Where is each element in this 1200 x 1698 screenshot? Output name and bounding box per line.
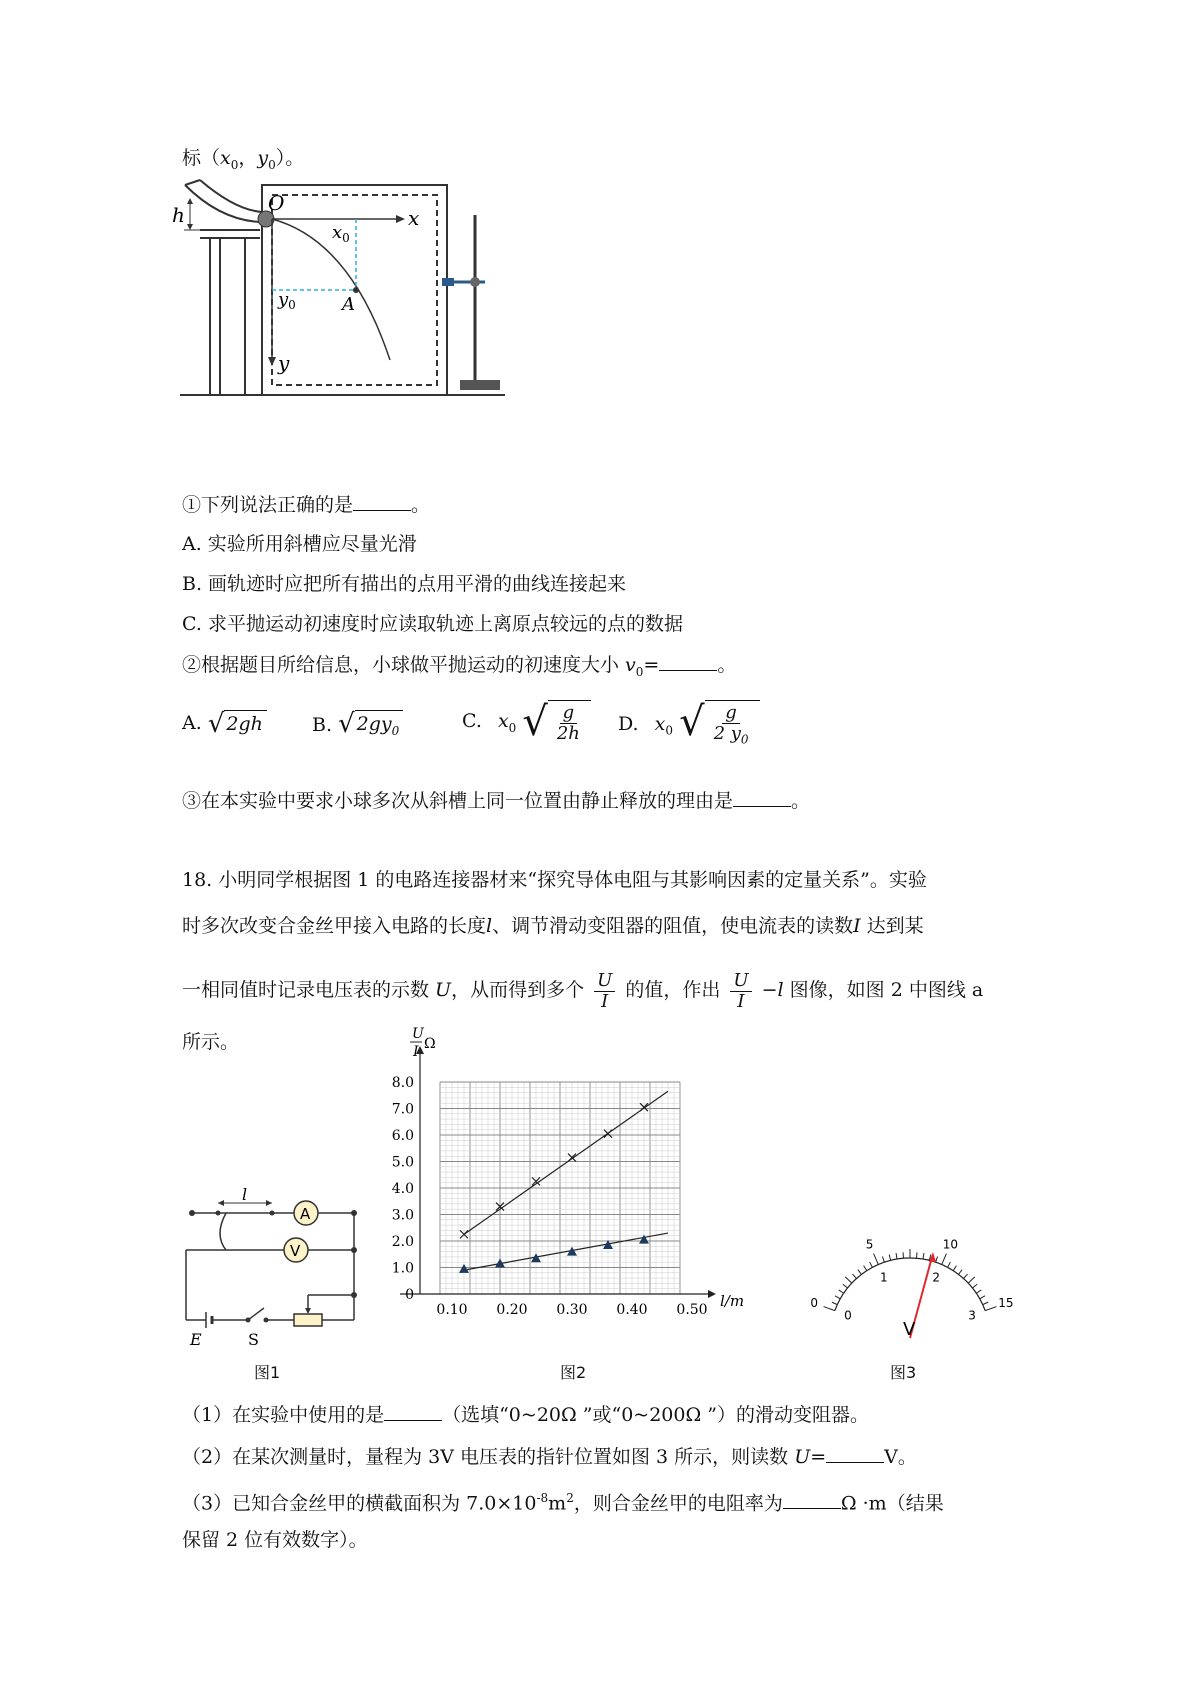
- y-tick-label: 3.0: [391, 1207, 414, 1224]
- dial-tick: [976, 1290, 981, 1293]
- label-l: l: [242, 1185, 248, 1204]
- q17-part1-stem: ①下列说法正确的是 。: [182, 494, 431, 516]
- dial-tick: [896, 1253, 897, 1259]
- y-axis-label-num: U: [412, 1026, 424, 1042]
- answer-blank-2[interactable]: [659, 652, 717, 671]
- q17-intro: 标（$x_0$，$y_0$）。: [182, 147, 305, 172]
- label-h: h: [172, 203, 185, 227]
- battery-label: E: [190, 1330, 202, 1349]
- dial-label-V: V: [903, 1319, 916, 1340]
- y-tick-label: 6.0: [391, 1128, 414, 1144]
- dial-tick: [936, 1257, 938, 1263]
- q17-option-b: B. 画轨迹时应把所有描出的点用平滑的曲线连接起来: [182, 573, 627, 595]
- dial-tick: [843, 1284, 848, 1288]
- x-tick-label: 0.10: [436, 1302, 468, 1318]
- dial-tick: [953, 1266, 956, 1271]
- y-axis-label-unit: Ω: [424, 1036, 436, 1052]
- dial-tick: [985, 1307, 996, 1311]
- dial-tick: [972, 1284, 977, 1288]
- dial-tick: [839, 1290, 844, 1293]
- y-tick-label: 5.0: [391, 1154, 414, 1171]
- y-tick-label: 7.0: [391, 1101, 414, 1118]
- series-b-point: [459, 1264, 469, 1273]
- label-O: O: [268, 191, 285, 215]
- fig2-caption: 图2: [560, 1363, 587, 1382]
- q18-sub3-end: 保留 2 位有效数字）。: [182, 1529, 368, 1551]
- dial-tick: [964, 1274, 968, 1278]
- dial-tick: [864, 1266, 867, 1271]
- dial-tick: [845, 1277, 852, 1283]
- q18-line1: 18. 小明同学根据图 1 的电路连接器材来“探究导体电阻与其影响因素的定量关系”。实验: [182, 869, 927, 891]
- q18-line4: 所示。: [182, 1031, 240, 1053]
- y-axis-label-den: I: [413, 1044, 419, 1060]
- dial-inner-label: 0: [844, 1308, 852, 1323]
- dial-tick: [959, 1270, 963, 1275]
- answer-blank-5[interactable]: [826, 1444, 884, 1463]
- dial-tick: [889, 1255, 890, 1261]
- q18-sub1: （1）在实验中使用的是 （选填“0~20Ω ”或“0~200Ω ”）的滑动变阻器。: [182, 1404, 869, 1426]
- dial-tick: [983, 1302, 988, 1305]
- dial-inner-label: 3: [968, 1308, 976, 1323]
- label-A: A: [342, 294, 355, 315]
- dial-tick: [858, 1270, 862, 1275]
- fig3-caption: 图3: [890, 1363, 917, 1382]
- switch-label: S: [248, 1330, 259, 1349]
- y-tick-label: 1.0: [391, 1260, 414, 1277]
- y-tick-label: 8.0: [391, 1075, 414, 1091]
- dial-tick: [942, 1254, 947, 1265]
- dial-tick: [923, 1253, 924, 1259]
- dial-outer-label: 15: [998, 1296, 1014, 1311]
- x-axis-arrow: [708, 1290, 716, 1298]
- dial-tick: [824, 1307, 835, 1311]
- ammeter-label: A: [300, 1205, 311, 1223]
- chart-figure-2: [380, 1026, 800, 1370]
- q17-choice-b: B. √ $2gy_0$: [312, 710, 403, 742]
- dial-inner-label: 1: [880, 1270, 888, 1285]
- dial-outer-label: 10: [942, 1237, 959, 1252]
- q17-choice-a: A. √ 2gh: [182, 710, 267, 738]
- projectile-figure: [172, 180, 520, 430]
- q17-choice-d: D. $x_0$ √ $\frac{g}{2 y_0}$: [618, 700, 760, 750]
- q17-choice-c: C. $x_0$ √ $\frac{g}{2h}$: [462, 700, 591, 744]
- voltmeter-dial: [810, 1210, 1014, 1350]
- y-tick-label: 4.0: [391, 1181, 414, 1197]
- label-y: y: [278, 351, 290, 375]
- y-tick-label: 0: [405, 1287, 414, 1303]
- q17-option-c: C. 求平抛运动初速度时应读取轨迹上离原点较远的点的数据: [182, 613, 683, 635]
- answer-blank-6[interactable]: [783, 1490, 841, 1509]
- q18-sub2: （2）在某次测量时，量程为 3V 电压表的指针位置如图 3 所示，则读数 U= V。: [182, 1446, 917, 1468]
- answer-blank-1[interactable]: [353, 492, 411, 511]
- dial-inner-label: 2: [932, 1270, 940, 1285]
- series-b-point: [639, 1235, 649, 1244]
- y-tick-label: 2.0: [391, 1234, 414, 1250]
- q18-line2: 时多次改变合金丝甲接入电路的长度l、调节滑动变阻器的阻值，使电流表的读数I 达到某: [182, 915, 924, 937]
- answer-blank-4[interactable]: [384, 1402, 442, 1421]
- label-x0: $x_0$: [332, 222, 350, 245]
- x-tick-label: 0.20: [496, 1302, 528, 1318]
- x-tick-label: 0.30: [556, 1302, 588, 1318]
- dial-tick: [870, 1262, 873, 1267]
- q17-part3-stem: ③在本实验中要求小球多次从斜槽上同一位置由静止释放的理由是 。: [182, 790, 811, 812]
- dial-outer-label: 0: [810, 1296, 818, 1311]
- q18-line3: 一相同值时记录电压表的示数 U，从而得到多个 $\frac{U}{I}$ 的值，作出 $\frac{U}{I}$ −l 图像，如图 2 中图线 a: [182, 969, 984, 1012]
- dial-tick: [980, 1296, 985, 1299]
- dial-tick: [835, 1296, 840, 1299]
- dial-outer-label: 5: [865, 1237, 874, 1252]
- q17-option-a: A. 实验所用斜槽应尽量光滑: [182, 533, 417, 555]
- label-y0: $y_0$: [278, 289, 296, 312]
- dial-tick: [948, 1262, 951, 1267]
- voltmeter-label: V: [290, 1242, 301, 1260]
- x-tick-label: 0.50: [676, 1302, 708, 1318]
- circuit-figure: [186, 1185, 366, 1355]
- dial-arc: [835, 1258, 985, 1311]
- x-tick-label: 0.40: [616, 1302, 648, 1318]
- dial-tick: [968, 1277, 975, 1283]
- dial-tick: [874, 1254, 879, 1265]
- dial-tick: [832, 1302, 837, 1305]
- dial-tick: [882, 1257, 884, 1263]
- q17-part2-stem: ②根据题目所给信息，小球做平抛运动的初速度大小 $v_0=$ 。: [182, 654, 737, 679]
- label-x: x: [408, 206, 420, 230]
- answer-blank-3[interactable]: [733, 788, 791, 807]
- q18-sub3: （3）已知合金丝甲的横截面积为 $7.0\times 10^{-8}m^2$，则合金丝甲的电阻率为 Ω ·m（结果: [182, 1491, 944, 1515]
- dial-tick: [852, 1274, 856, 1278]
- x-axis-label: l/m: [720, 1292, 745, 1310]
- fig1-caption: 图1: [254, 1363, 281, 1382]
